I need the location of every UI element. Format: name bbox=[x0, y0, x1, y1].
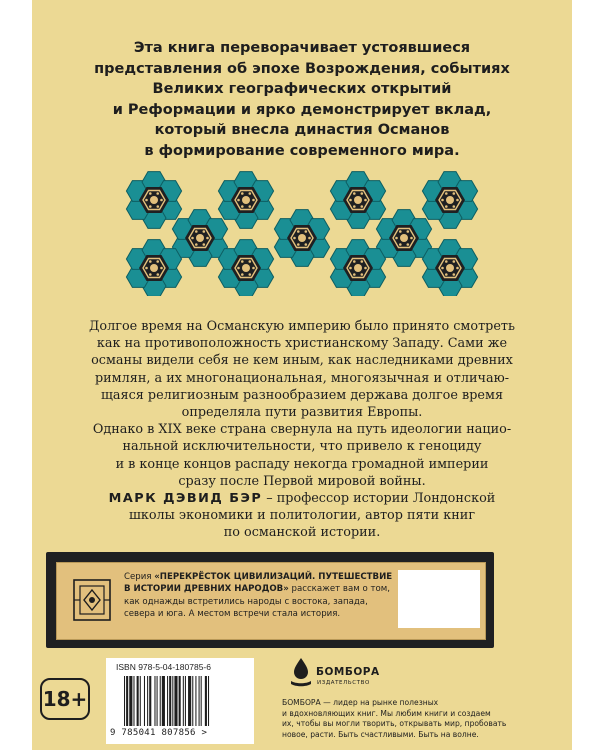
author-bio-line: – профессор истории Лондонской bbox=[262, 491, 496, 506]
blurb-line: и Реформации и ярко демонстрирует вклад, bbox=[112, 101, 492, 118]
author-bio-line: школы экономики и политологии, автор пяти книг bbox=[128, 508, 476, 524]
publisher-text-line: и вдохновляющих книг. Мы любим книги и создаем bbox=[282, 708, 491, 718]
publisher-text-line: новое, расти. Быть счастливыми. Быть на волне. bbox=[282, 729, 479, 739]
description-line: османы видели себя не кем иным, как наследниками древних bbox=[91, 353, 513, 369]
series-text-line: как однажды встретились народы с востока, запада, bbox=[124, 596, 368, 607]
description-line: римлян, а их многонациональная, многоязычная и отличаю- bbox=[94, 370, 510, 386]
publisher-text-line: БОМБОРА — лидер на рынке полезных bbox=[282, 698, 439, 707]
blurb-line: представления об эпохе Возрождения, событиях bbox=[94, 60, 510, 77]
description-line: щаяся религиозным разнообразием держава долгое время bbox=[100, 387, 504, 403]
series-blank-box bbox=[398, 570, 480, 628]
age-rating-badge: 18+ bbox=[40, 678, 90, 720]
publisher-text-line: их, чтобы вы могли творить, открывать мир, пробовать bbox=[282, 719, 507, 729]
publisher-name: БОМБОРА bbox=[316, 666, 380, 678]
series-description bbox=[124, 571, 394, 621]
blurb-line: в формирование современного мира. bbox=[144, 142, 460, 159]
series-emblem-icon bbox=[72, 578, 112, 622]
series-name: В ИСТОРИИ ДРЕВНИХ НАРОДОВ» bbox=[124, 584, 289, 595]
description-line: Однако в XIX веке страна свернула на путь идеологии нацио- bbox=[92, 422, 512, 438]
publisher-description bbox=[282, 698, 512, 740]
ottoman-ornament bbox=[104, 168, 500, 296]
description bbox=[72, 318, 532, 490]
description-line: как на противоположность христианскому Западу. Сами же bbox=[96, 336, 508, 352]
author-bio bbox=[72, 490, 532, 542]
description-line: сразу после Первой мировой войны. bbox=[178, 473, 426, 489]
series-text-line: севера и юга. А местом встречи стала история. bbox=[124, 609, 341, 620]
bombora-logo-icon bbox=[288, 656, 314, 690]
blurb bbox=[32, 38, 572, 161]
barcode bbox=[122, 676, 246, 728]
ornament-rosette bbox=[218, 172, 273, 229]
ornament-rosette bbox=[330, 172, 385, 229]
description-line: и в конце концов распаду некогда громадной империи bbox=[115, 456, 489, 472]
description-line: определяла пути развития Европы. bbox=[181, 405, 423, 421]
author-bio-line: по османской истории. bbox=[223, 525, 381, 541]
barcode-digits: 9 785041 807856 > bbox=[110, 728, 208, 738]
author-name: МАРК ДЭВИД БЭР bbox=[108, 491, 263, 506]
blurb-line: который внесла династия Османов bbox=[154, 122, 450, 138]
blurb-line: Эта книга переворачивает устоявшиеся bbox=[133, 40, 471, 56]
ornament-rosette bbox=[422, 172, 477, 229]
ornament-rosette bbox=[126, 172, 181, 229]
blurb-line: Великих географических открытий bbox=[152, 81, 452, 97]
series-name: «ПЕРЕКРЁСТОК ЦИВИЛИЗАЦИЙ. ПУТЕШЕСТВИЕ bbox=[154, 572, 393, 582]
series-lead: Серия bbox=[124, 572, 155, 582]
publisher-subtitle: ИЗДАТЕЛЬСТВО bbox=[317, 680, 370, 686]
description-line: Долгое время на Османскую империю было принято смотреть bbox=[89, 319, 515, 334]
series-text-line: расскажет вам о том, bbox=[288, 584, 390, 595]
description-line: нальной исключительности, что привело к геноциду bbox=[122, 439, 482, 455]
isbn-label: ISBN 978-5-04-180785-6 bbox=[116, 662, 211, 672]
ornament-rosette bbox=[274, 210, 329, 267]
